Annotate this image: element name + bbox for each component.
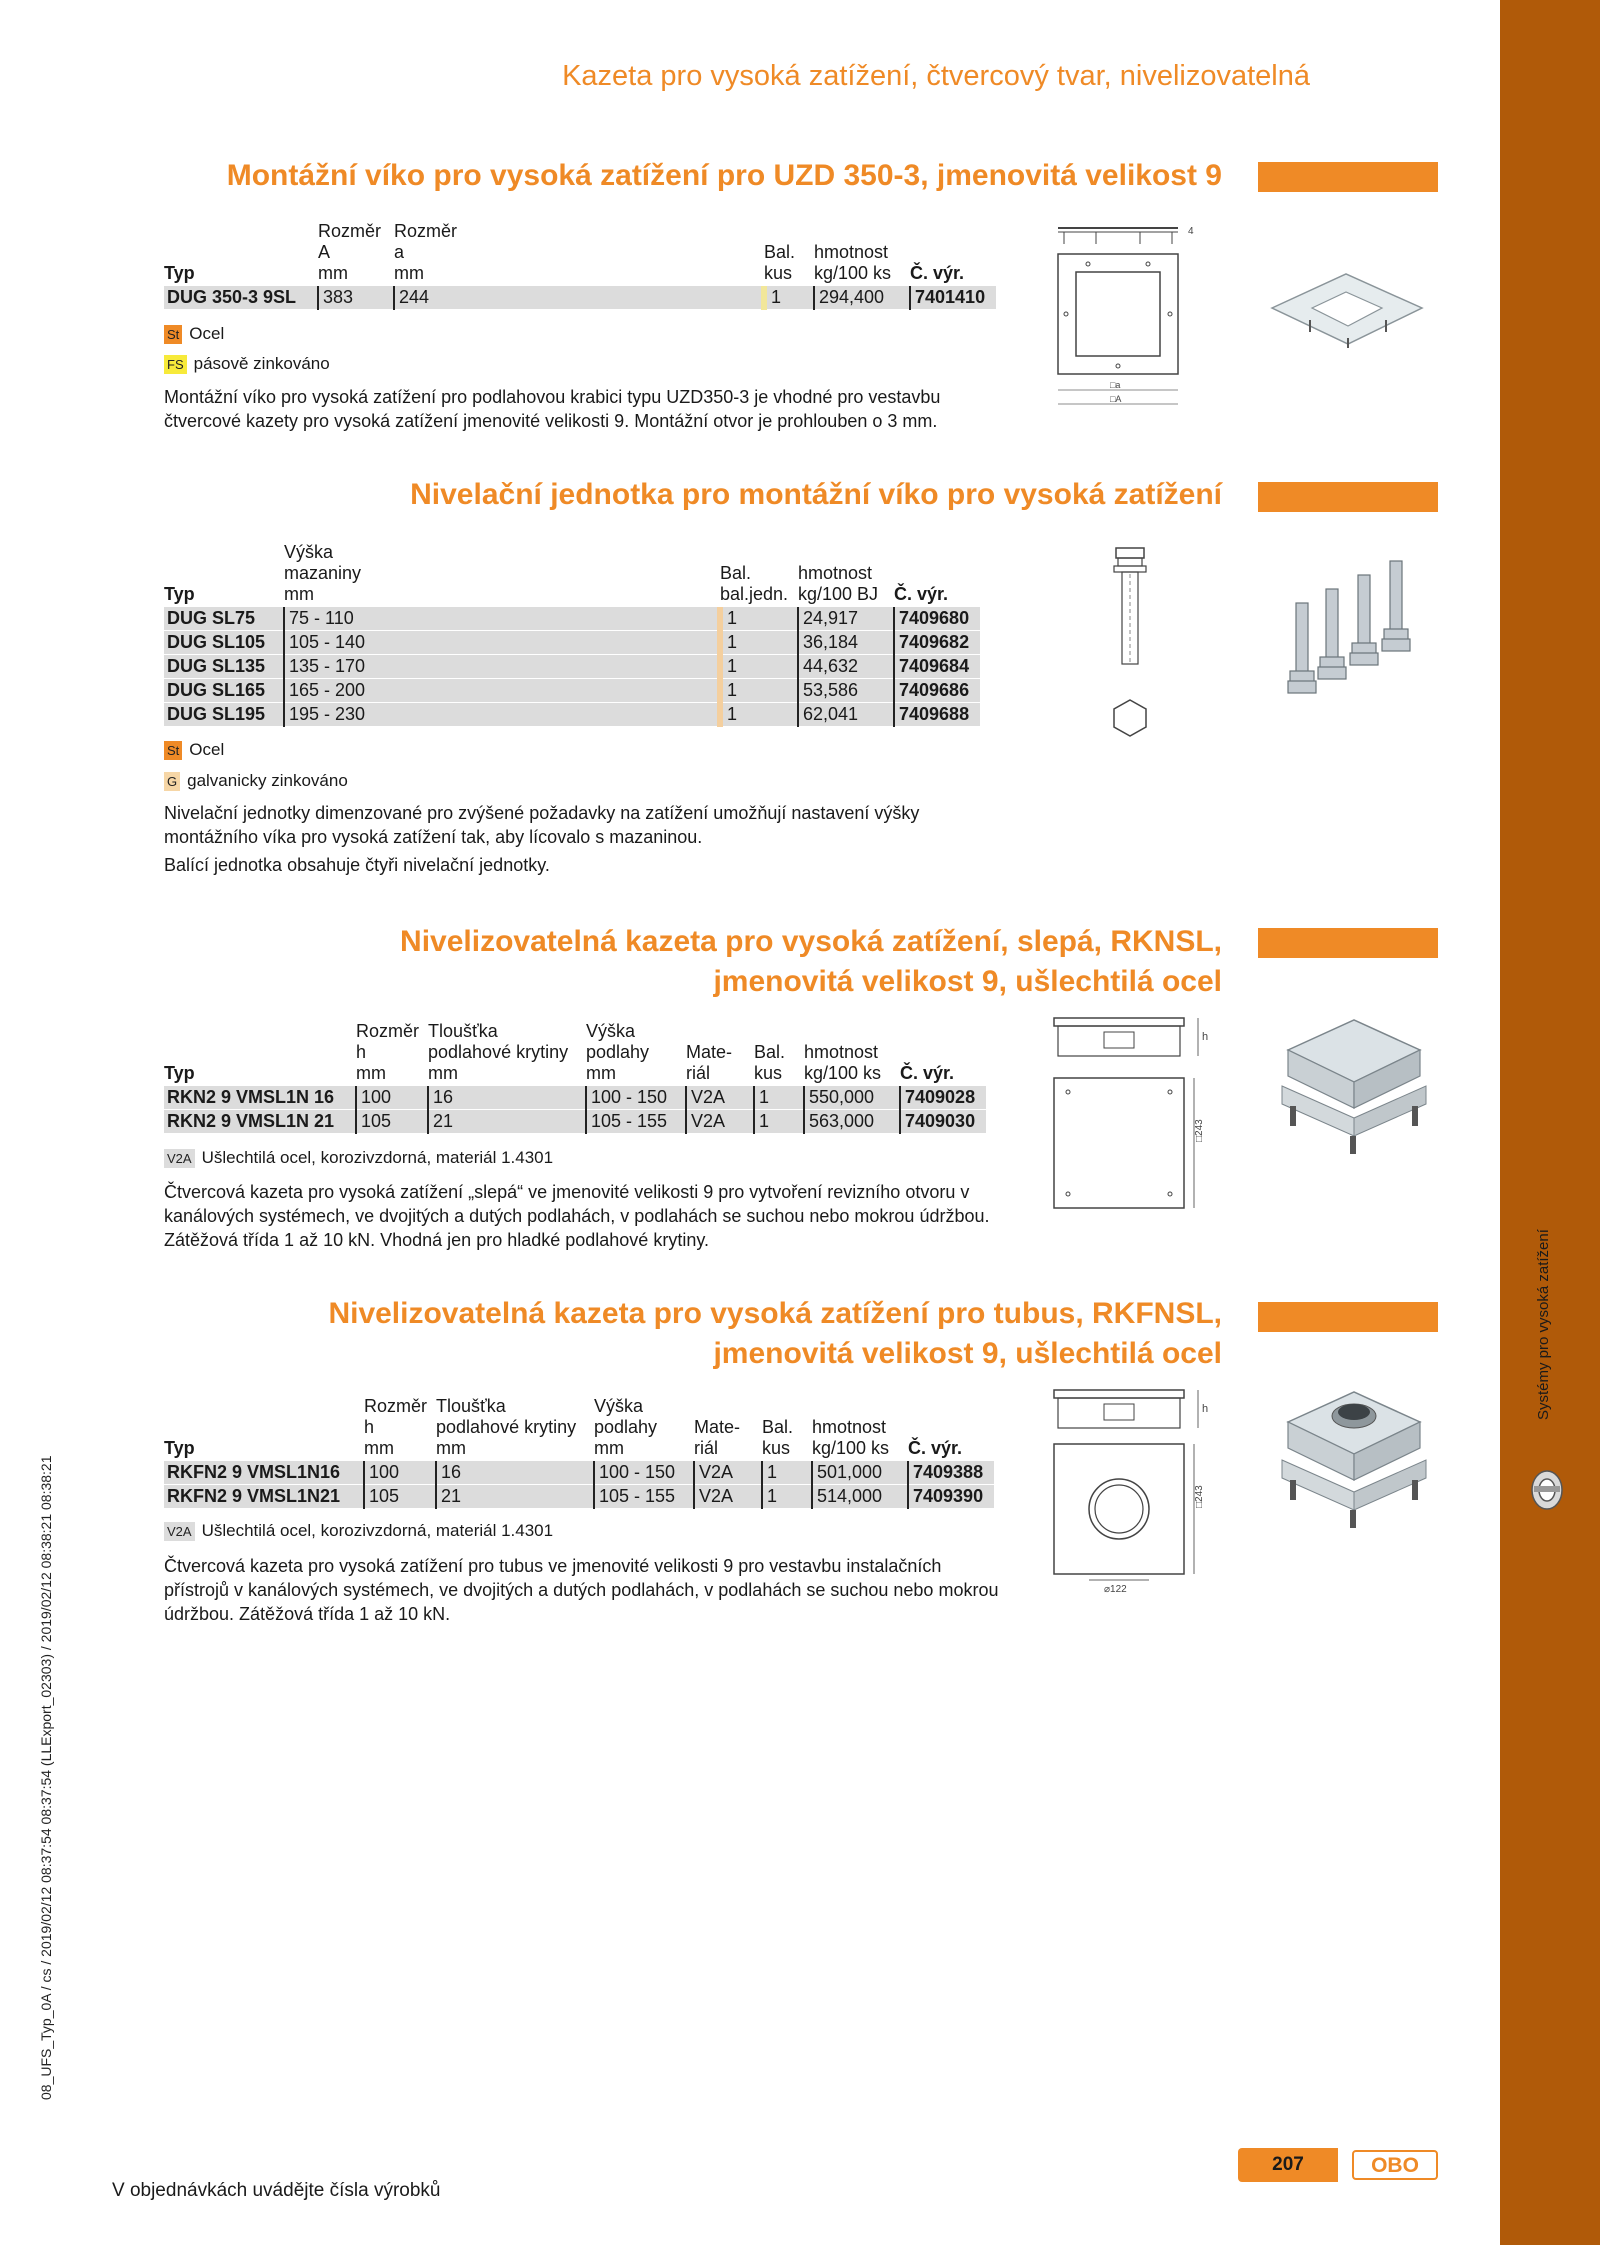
legend-material: V2A Ušlechtilá ocel, korozivzdorná, materiál 1.4301: [164, 1148, 553, 1168]
section-2-bar: [1258, 482, 1438, 512]
svg-text:□243: □243: [1194, 1119, 1205, 1142]
header-bal: Bal. kus: [764, 242, 796, 283]
svg-text:h: h: [1202, 1403, 1209, 1415]
header-typ: Typ: [164, 263, 195, 283]
section-1-description: Montážní víko pro vysoká zatížení pro podlahovou krabici typu UZD350-3 je vhodné pro vestavbu čtvercové kazety pro vysoká zatížení jmenovité velikosti 9. Montážní otvor je prohlouben o 3 mm.: [164, 387, 941, 431]
legend-finish: G galvanicky zinkováno: [164, 771, 348, 791]
header-floor-thickness: Tloušťka podlahové krytiny mm: [436, 1396, 577, 1458]
header-weight: hmotnost kg/100 BJ: [798, 563, 879, 604]
sidebar-category: Systémy pro vysoká zatížení: [1535, 1229, 1552, 1420]
legend-finish: FS pásově zinkováno: [164, 354, 330, 374]
technical-drawing-tube-cassette: [1048, 1382, 1218, 1596]
section-4-title: Nivelizovatelná kazeta pro vysoká zatížení pro tubus, RKFNSL, jmenovitá velikost 9, ušlechtilá ocel: [328, 1297, 1222, 1370]
section-3-description: Čtvercová kazeta pro vysoká zatížení „slepá“ ve jmenovité velikosti 9 pro vytvoření revizního otvoru v kanálových systémech, ve dvojitých a dutých podlahách, v podlahách se suchou nebo mokrou údržbou. Zátěžová třída 1 až 10 kN. Vhodná jen pro hladké podlahové krytiny.: [164, 1182, 990, 1250]
header-weight: hmotnost kg/100 ks: [804, 1042, 882, 1083]
product-photo-blind-cassette: [1268, 1010, 1438, 1158]
section-4-description: Čtvercová kazeta pro vysoká zatížení pro tubus ve jmenovité velikosti 9 pro vestavbu instalačních přístrojů v kanálových systémech, ve dvojitých a dutých podlahách, v podlahách se suchou nebo mokrou údržbou. Zátěžová třída 1 až 10 kN.: [164, 1556, 999, 1624]
floor-box-icon: [1530, 1468, 1564, 1512]
header-bal: Bal. kus: [762, 1417, 794, 1458]
table-row: RKFN2 9 VMSL1N16 100 16 100 - 150 V2A 1 501,000 7409388: [164, 1461, 994, 1485]
header-material: Mate- riál: [694, 1417, 741, 1458]
sidebar-band: [1500, 0, 1600, 2245]
header-weight: hmotnost kg/100 ks: [812, 1417, 890, 1458]
section-3-table: [164, 1021, 986, 1134]
table-row: DUG SL75 75 - 110 1 24,917 7409680: [164, 607, 980, 631]
svg-text:□A: □A: [1110, 394, 1122, 404]
svg-text:4: 4: [1188, 226, 1194, 237]
header-floor-height: Výška podlahy mm: [586, 1021, 650, 1083]
table-row: DUG 350-3 9SL 383 244 1 294,400 7401410: [164, 286, 996, 310]
section-1-title: Montážní víko pro vysoká zatížení pro UZD 350-3, jmenovitá velikost 9: [226, 159, 1222, 192]
section-3-title: Nivelizovatelná kazeta pro vysoká zatížení, slepá, RKNSL, jmenovitá velikost 9, ušlechtilá ocel: [400, 925, 1222, 998]
svg-text:⌀122: ⌀122: [1104, 1584, 1127, 1595]
header-screed-height: Výška mazaniny mm: [284, 542, 362, 604]
header-typ: Typ: [164, 584, 195, 604]
table-row: DUG SL165 165 - 200 1 53,586 7409686: [164, 679, 980, 703]
technical-drawing-bolt: [1100, 544, 1160, 740]
section-2-table: [164, 542, 980, 727]
header-article: Č. výr.: [908, 1438, 963, 1458]
section-4-bar: [1258, 1302, 1438, 1332]
page-number: 207: [1238, 2148, 1338, 2182]
table-row: RKN2 9 VMSL1N 16 100 16 100 - 150 V2A 1 550,000 7409028: [164, 1086, 986, 1110]
legend-material: V2A Ušlechtilá ocel, korozivzdorná, materiál 1.4301: [164, 1521, 553, 1541]
header-material: Mate- riál: [686, 1042, 733, 1083]
product-photo-tube-cassette: [1268, 1382, 1438, 1532]
section-2-title: Nivelační jednotka pro montážní víko pro vysoká zatížení: [410, 478, 1222, 511]
header-dim-h: Rozměr h mm: [364, 1396, 428, 1458]
section-1-bar: [1258, 162, 1438, 192]
print-metadata: 08_UFS_Typ_0A / cs / 2019/02/12 08:37:54 08:37:54 (LLExport_02303) / 2019/02/12 08:38:21 08:38:21: [38, 1455, 54, 2100]
obo-logo: [1352, 2150, 1438, 2180]
header-dim-h: Rozměr h mm: [356, 1021, 420, 1083]
section-3-bar: [1258, 928, 1438, 958]
product-photo-levelling-bolts: [1282, 555, 1422, 705]
product-photo-cover: [1262, 268, 1432, 350]
header-bal: Bal. bal.jedn.: [720, 563, 789, 604]
header-article: Č. výr.: [910, 263, 965, 283]
header-typ: Typ: [164, 1438, 195, 1458]
header-typ: Typ: [164, 1063, 195, 1083]
table-row: RKFN2 9 VMSL1N21 105 21 105 - 155 V2A 1 514,000 7409390: [164, 1485, 994, 1509]
header-floor-height: Výška podlahy mm: [594, 1396, 658, 1458]
header-dim-A: Rozměr A mm: [318, 221, 382, 283]
table-row: DUG SL135 135 - 170 1 44,632 7409684: [164, 655, 980, 679]
header-article: Č. výr.: [894, 584, 949, 604]
header-bal: Bal. kus: [754, 1042, 786, 1083]
section-4-table: [164, 1396, 994, 1509]
svg-text:□243: □243: [1194, 1485, 1205, 1508]
header-article: Č. výr.: [900, 1063, 955, 1083]
table-row: RKN2 9 VMSL1N 21 105 21 105 - 155 V2A 1 563,000 7409030: [164, 1110, 986, 1134]
table-row: DUG SL105 105 - 140 1 36,184 7409682: [164, 631, 980, 655]
technical-drawing-cover: [1052, 222, 1202, 414]
footer-note: V objednávkách uvádějte čísla výrobků: [112, 2180, 441, 2201]
section-2-description: Nivelační jednotky dimenzované pro zvýšené požadavky na zatížení umožňují nastavení výšky montážního víka pro vysoká zatížení tak, aby lícovalo s mazaninou. Balící jednotka obsahuje čtyři nivelační jednotky.: [164, 803, 920, 875]
legend-material: St Ocel: [164, 324, 224, 344]
header-dim-a: Rozměr a mm: [394, 221, 458, 283]
header-floor-thickness: Tloušťka podlahové krytiny mm: [428, 1021, 569, 1083]
svg-text:h: h: [1202, 1031, 1209, 1043]
svg-text:OBO: OBO: [1371, 2154, 1419, 2177]
technical-drawing-blind-cassette: [1048, 1010, 1218, 1220]
section-1-table: [164, 221, 996, 310]
page-header-title: Kazeta pro vysoká zatížení, čtvercový tvar, nivelizovatelná: [562, 60, 1310, 92]
svg-text:□a: □a: [1110, 380, 1121, 390]
legend-material: St Ocel: [164, 740, 224, 760]
table-row: DUG SL195 195 - 230 1 62,041 7409688: [164, 703, 980, 727]
header-weight: hmotnost kg/100 ks: [814, 242, 892, 283]
